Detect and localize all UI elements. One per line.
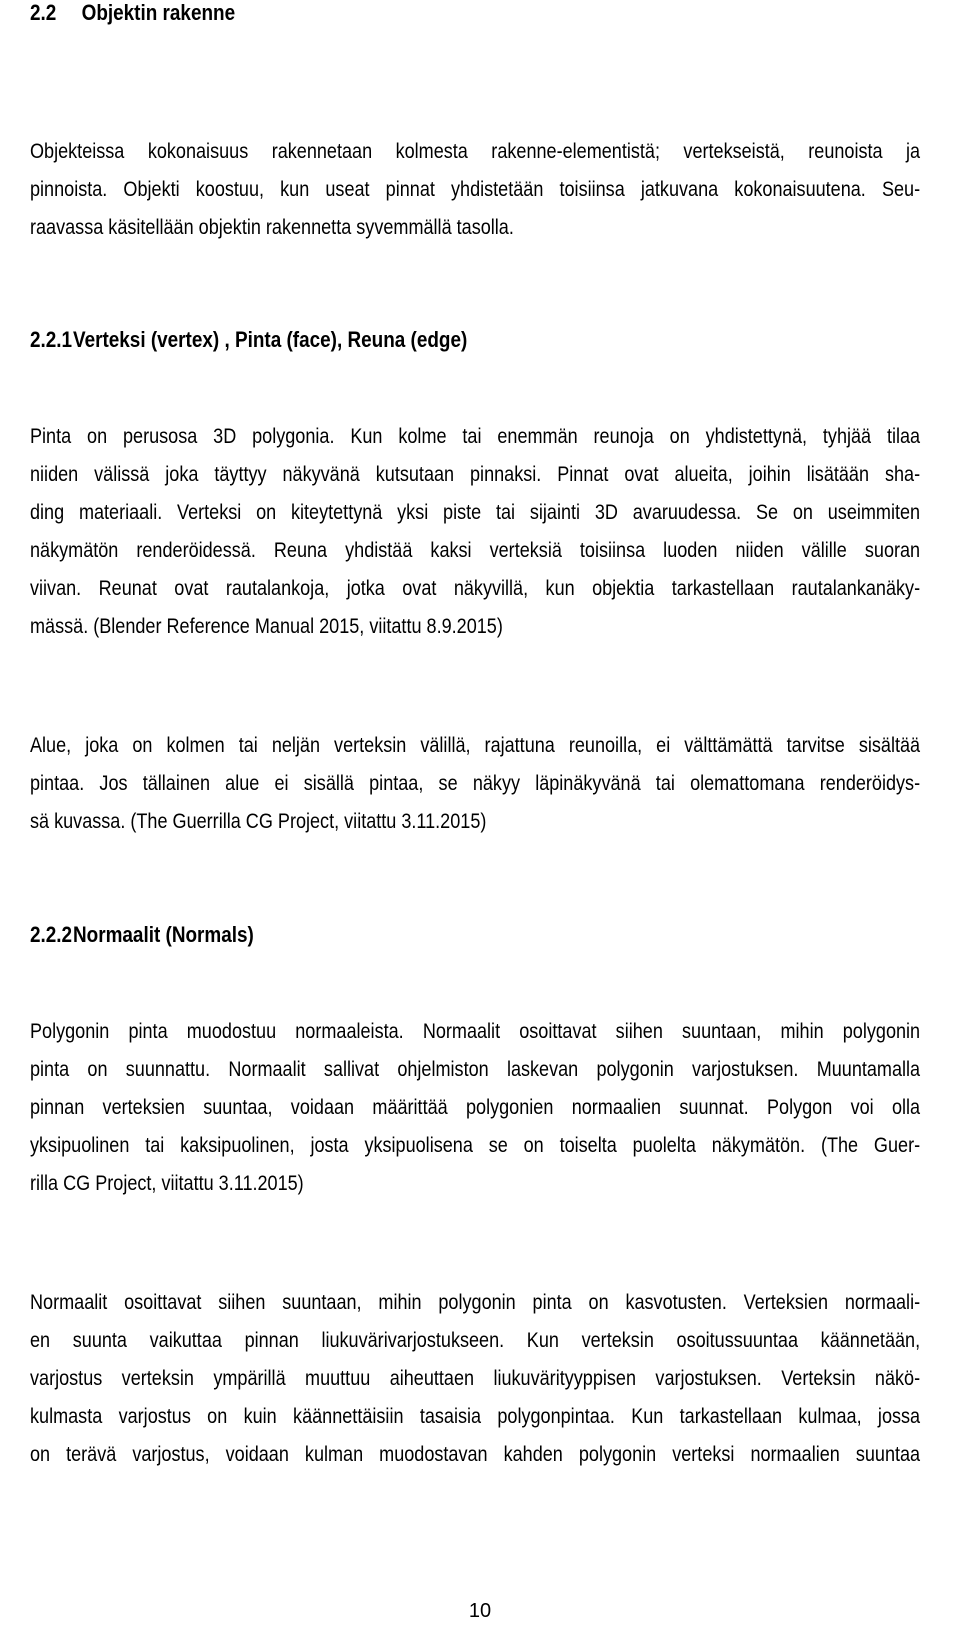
section-title: Objektin rakenne bbox=[81, 0, 236, 25]
page-number: 10 bbox=[468, 1600, 492, 1622]
text-line: pinnoista. Objekti koostuu, kun useat pinnat yhdistetään toisiinsa jatkuvana kokonaisuutena. Seu- bbox=[30, 178, 921, 201]
section-number: 2.2.1 bbox=[30, 327, 73, 352]
text-line: ding materiaali. Verteksi on kiteytettynä yksi piste tai sijainti 3D avaruudessa. Se on useimmiten bbox=[30, 501, 921, 524]
section-title: Verteksi (vertex) , Pinta (face), Reuna (edge) bbox=[73, 327, 468, 352]
paragraph-3 bbox=[30, 727, 920, 841]
section-number: 2.2.2 bbox=[30, 922, 73, 947]
text-line: viivan. Reunat ovat rautalankoja, jotka ovat näkyvillä, kun objektia tarkastellaan rautalankanäky- bbox=[30, 577, 921, 600]
text-line: yksipuolinen tai kaksipuolinen, josta yksipuolisena se on toiselta puolelta näkymätön. (The Guer- bbox=[30, 1134, 921, 1157]
paragraph-4 bbox=[30, 1013, 920, 1203]
text-line: kulmasta varjostus on kuin käännettäisiin tasaisia polygonpintaa. Kun tarkastellaan kulmaa, jossa bbox=[30, 1405, 921, 1428]
text-line: en suunta vaikuttaa pinnan liukuvärivarjostukseen. Kun verteksin osoitussuuntaa käännetään, bbox=[30, 1329, 921, 1352]
text-line: Alue, joka on kolmen tai neljän verteksin välillä, rajattuna reunoilla, ei välttämättä tarvitse sisältää bbox=[30, 734, 921, 757]
text-line: pintaa. Jos tällainen alue ei sisällä pintaa, se näkyy läpinäkyvänä tai olemattomana renderöidys- bbox=[30, 772, 921, 795]
section-heading-2-2 bbox=[30, 0, 795, 26]
text-line: raavassa käsitellään objektin rakennetta syvemmällä tasolla. bbox=[30, 216, 514, 239]
section-heading-2-2-1 bbox=[30, 327, 795, 353]
text-line: sä kuvassa. (The Guerrilla CG Project, viitattu 3.11.2015) bbox=[30, 810, 487, 833]
section-number: 2.2 bbox=[30, 0, 57, 25]
text-line: Pinta on perusosa 3D polygonia. Kun kolme tai enemmän reunoja on yhdistettynä, tyhjää tilaa bbox=[30, 425, 921, 448]
text-line: näkymätön renderöidessä. Reuna yhdistää kaksi verteksiä toisiinsa luoden niiden välille suoran bbox=[30, 539, 921, 562]
section-title: Normaalit (Normals) bbox=[73, 922, 254, 947]
text-line: Polygonin pinta muodostuu normaaleista. Normaalit osoittavat siihen suuntaan, mihin polygonin bbox=[30, 1020, 921, 1043]
text-line: Objekteissa kokonaisuus rakennetaan kolmesta rakenne-elementistä; vertekseistä, reunoista ja bbox=[30, 140, 921, 163]
section-heading-2-2-2 bbox=[30, 922, 795, 948]
paragraph-1 bbox=[30, 133, 920, 247]
text-line: pinnan verteksien suuntaa, voidaan määrittää polygonien normaalien suunnat. Polygon voi olla bbox=[30, 1096, 921, 1119]
text-line: varjostus verteksin ympärillä muuttuu aiheuttaen liukuvärityyppisen varjostuksen. Verteksin näkö- bbox=[30, 1367, 921, 1390]
paragraph-5 bbox=[30, 1284, 920, 1474]
text-line: mässä. (Blender Reference Manual 2015, viitattu 8.9.2015) bbox=[30, 615, 503, 638]
text-line: on terävä varjostus, voidaan kulman muodostavan kahden polygonin verteksi normaalien suuntaa bbox=[30, 1443, 921, 1466]
text-line: Normaalit osoittavat siihen suuntaan, mihin polygonin pinta on kasvotusten. Verteksien normaali- bbox=[30, 1291, 921, 1314]
paragraph-2 bbox=[30, 418, 920, 646]
text-line: pinta on suunnattu. Normaalit sallivat ohjelmiston laskevan polygonin varjostuksen. Muuntamalla bbox=[30, 1058, 921, 1081]
text-line: rilla CG Project, viitattu 3.11.2015) bbox=[30, 1172, 304, 1195]
text-line: niiden välissä joka täyttyy näkyvänä kutsutaan pinnaksi. Pinnat ovat alueita, joihin lisätään sha- bbox=[30, 463, 921, 486]
